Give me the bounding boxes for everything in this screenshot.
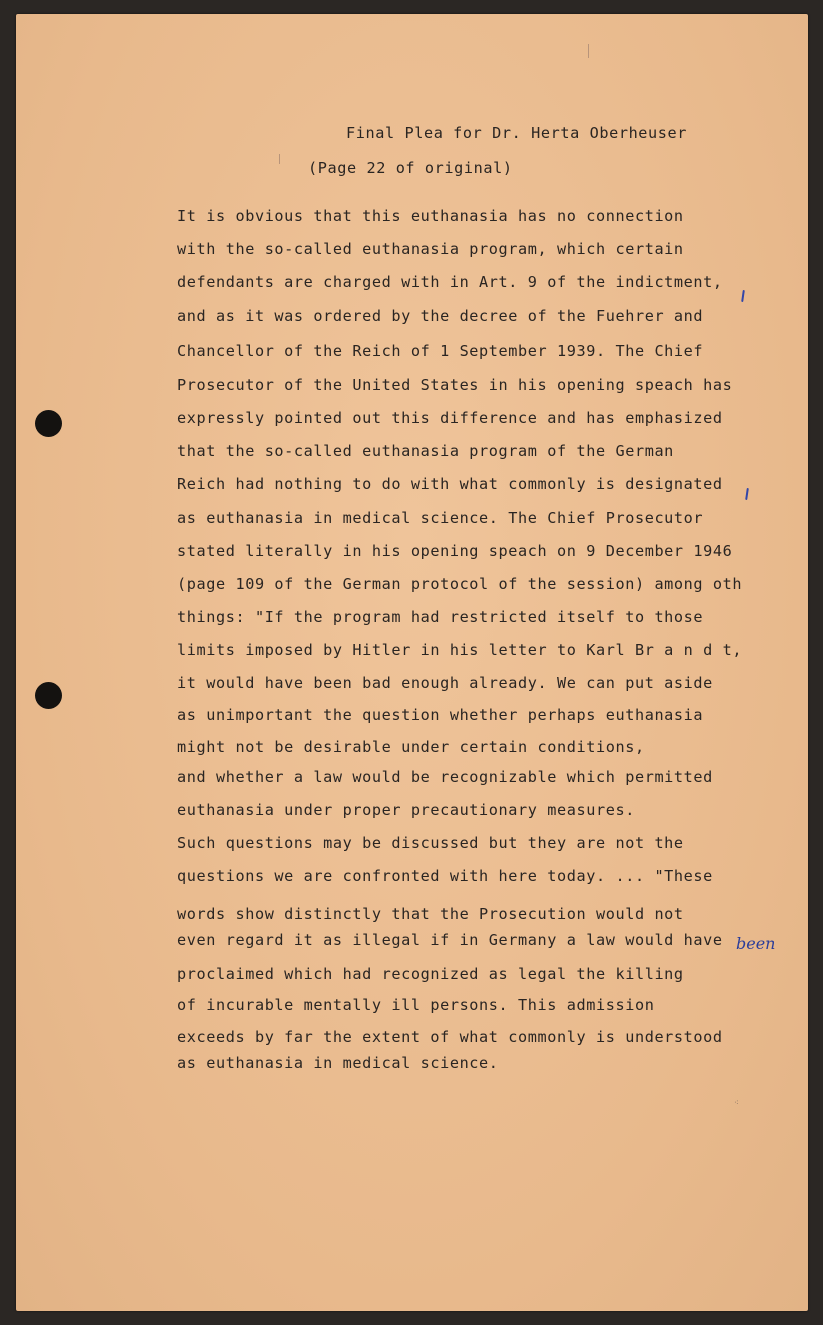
body-line: as euthanasia in medical science. The Chief Prosecutor	[177, 509, 704, 527]
body-line: as unimportant the question whether perhaps euthanasia	[177, 706, 704, 724]
margin-pen-mark	[741, 290, 745, 302]
body-line: expressly pointed out this difference and has emphasized	[177, 409, 723, 427]
margin-pen-mark	[745, 488, 749, 500]
body-line: and as it was ordered by the decree of the Fuehrer and	[177, 307, 704, 325]
handwritten-insert: been	[736, 934, 776, 953]
body-line: Chancellor of the Reich of 1 September 1939. The Chief	[177, 342, 704, 360]
paper-mark	[279, 154, 280, 164]
body-line: even regard it as illegal if in Germany a law would have	[177, 931, 723, 949]
body-line: Prosecutor of the United States in his opening speach has	[177, 376, 733, 394]
document-title: Final Plea for Dr. Herta Oberheuser	[346, 124, 688, 142]
body-line: It is obvious that this euthanasia has no connection	[177, 207, 684, 225]
body-line: limits imposed by Hitler in his letter to Karl Br a n d t,	[177, 641, 743, 659]
body-line: Such questions may be discussed but they are not the	[177, 834, 684, 852]
body-line: of incurable mentally ill persons. This admission	[177, 996, 655, 1014]
body-line: euthanasia under proper precautionary measures.	[177, 801, 635, 819]
body-line: questions we are confronted with here today. ... "These	[177, 867, 713, 885]
body-line: words show distinctly that the Prosecution would not	[177, 905, 684, 923]
body-line: (page 109 of the German protocol of the session) among oth	[177, 575, 743, 593]
body-line: with the so-called euthanasia program, which certain	[177, 240, 684, 258]
paper-sheet	[16, 14, 808, 1311]
body-line: might not be desirable under certain conditions,	[177, 738, 645, 756]
body-line: exceeds by far the extent of what commonly is understood	[177, 1028, 723, 1046]
body-line: Reich had nothing to do with what commonly is designated	[177, 475, 723, 493]
body-line: things: "If the program had restricted itself to those	[177, 608, 704, 626]
body-line: as euthanasia in medical science.	[177, 1054, 499, 1072]
body-line: defendants are charged with in Art. 9 of the indictment,	[177, 273, 723, 291]
punch-hole-top	[35, 410, 62, 437]
body-line: it would have been bad enough already. We can put aside	[177, 674, 713, 692]
paper-mark	[588, 44, 589, 58]
body-line: proclaimed which had recognized as legal the killing	[177, 965, 684, 983]
paper-speck: ⁖	[734, 1098, 739, 1107]
body-line: and whether a law would be recognizable which permitted	[177, 768, 713, 786]
body-line: that the so-called euthanasia program of the German	[177, 442, 674, 460]
body-line: stated literally in his opening speach on 9 December 1946	[177, 542, 733, 560]
document-subtitle: (Page 22 of original)	[308, 159, 513, 177]
punch-hole-bottom	[35, 682, 62, 709]
